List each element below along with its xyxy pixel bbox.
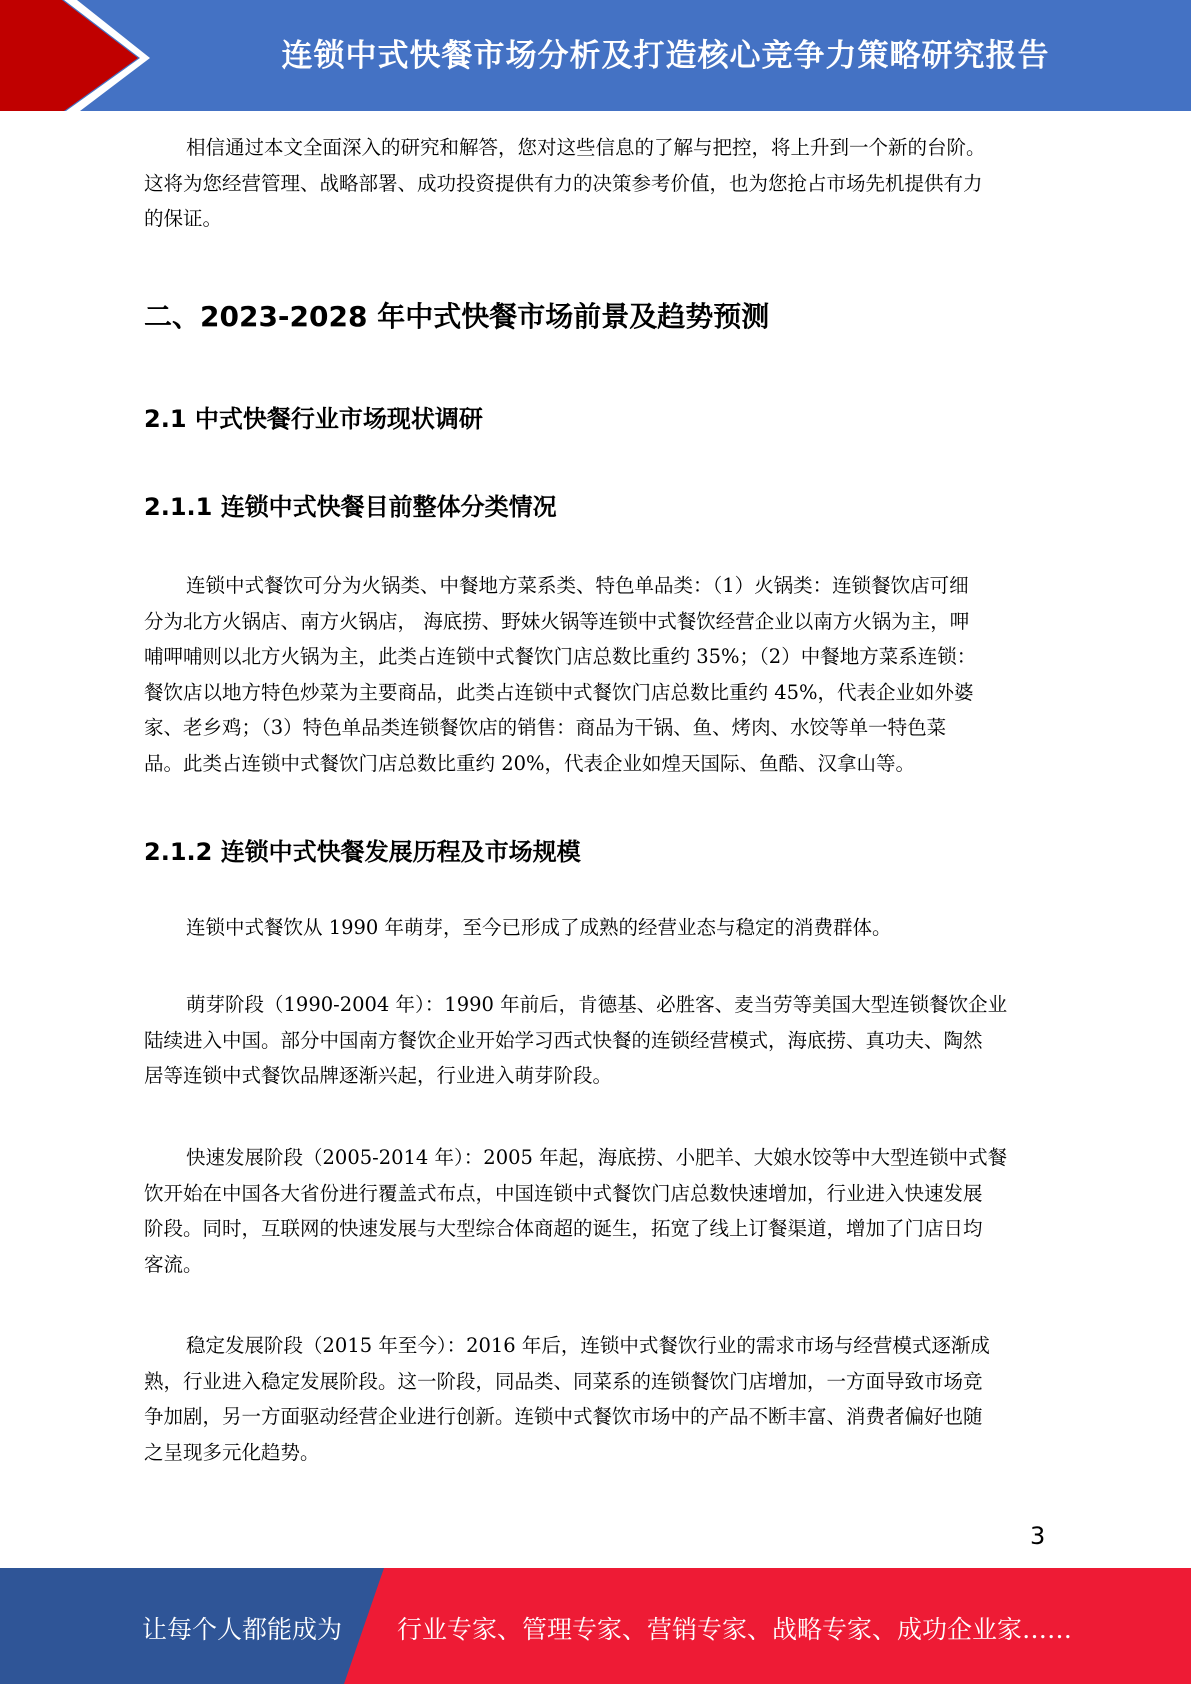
chevron-decoration-icon <box>0 0 160 111</box>
text-line: 这将为您经营管理、战略部署、成功投资提供有力的决策参考价值，也为您抢占市场先机提供有力 <box>144 171 983 195</box>
footer-slogan-right: 行业专家、管理专家、营销专家、战略专家、成功企业家…… <box>397 1615 1073 1644</box>
subsubsection-heading: 2.1.2 连锁中式快餐发展历程及市场规模 <box>144 838 581 866</box>
text-line: 熟，行业进入稳定发展阶段。这一阶段，同品类、同菜系的连锁餐饮门店增加，一方面导致市场竞 <box>144 1369 983 1393</box>
stable-stage-paragraph <box>144 1328 1049 1470</box>
text-line: 哺呷哺则以北方火锅为主，此类占连锁中式餐饮门店总数比重约 35%；（2）中餐地方菜系连锁： <box>144 645 977 668</box>
sprout-stage-paragraph <box>144 987 1049 1094</box>
section-heading: 二、2023-2028 年中式快餐市场前景及趋势预测 <box>144 300 770 333</box>
text-line: 争加剧，另一方面驱动经营企业进行创新。连锁中式餐饮市场中的产品不断丰富、消费者偏好也随 <box>144 1405 983 1428</box>
footer-slogan-left: 让每个人都能成为 <box>142 1615 343 1644</box>
text-line: 客流。 <box>144 1252 203 1276</box>
text-line: 萌芽阶段（1990-2004 年）：1990 年前后，肯德基、必胜客、麦当劳等美国大型连锁餐饮企业 <box>186 993 1008 1016</box>
history-intro-paragraph <box>144 910 1049 946</box>
page-footer <box>0 1568 1191 1684</box>
rapid-growth-paragraph <box>144 1140 1049 1282</box>
subsection-heading: 2.1 中式快餐行业市场现状调研 <box>144 405 483 433</box>
text-line: 陆续进入中国。部分中国南方餐饮企业开始学习西式快餐的连锁经营模式，海底捞、真功夫、陶然 <box>144 1028 983 1052</box>
text-line: 阶段。同时，互联网的快速发展与大型综合体商超的诞生，拓宽了线上订餐渠道，增加了门店日均 <box>144 1217 983 1240</box>
text-line: 的保证。 <box>144 207 223 230</box>
text-line: 分为北方火锅店、南方火锅店， 海底捞、野妹火锅等连锁中式餐饮经营企业以南方火锅为主，呷 <box>144 609 970 633</box>
subsubsection-heading: 2.1.1 连锁中式快餐目前整体分类情况 <box>144 493 557 521</box>
text-line: 餐饮店以地方特色炒菜为主要商品，此类占连锁中式餐饮门店总数比重约 45%，代表企业如外婆 <box>144 680 974 704</box>
text-line: 相信通过本文全面深入的研究和解答，您对这些信息的了解与把控，将上升到一个新的台阶。 <box>186 136 986 159</box>
text-line: 家、老乡鸡；（3）特色单品类连锁餐饮店的销售：商品为干锅、鱼、烤肉、水饺等单一特色菜 <box>144 716 947 739</box>
text-line: 饮开始在中国各大省份进行覆盖式布点，中国连锁中式餐饮门店总数快速增加，行业进入快速发展 <box>144 1181 983 1205</box>
text-line: 品。此类占连锁中式餐饮门店总数比重约 20%，代表企业如煌天国际、鱼酷、汉拿山等。 <box>144 751 916 775</box>
text-line: 快速发展阶段（2005-2014 年）：2005 年起，海底捞、小肥羊、大娘水饺等中大型连锁中式餐 <box>186 1146 1008 1169</box>
text-line: 连锁中式餐饮从 1990 年萌芽，至今已形成了成熟的经营业态与稳定的消费群体。 <box>186 916 892 939</box>
text-line: 居等连锁中式餐饮品牌逐渐兴起，行业进入萌芽阶段。 <box>144 1064 613 1087</box>
report-title: 连锁中式快餐市场分析及打造核心竞争力策略研究报告 <box>281 38 1050 74</box>
text-line: 稳定发展阶段（2015 年至今）：2016 年后，连锁中式餐饮行业的需求市场与经营模式逐渐成 <box>186 1334 990 1357</box>
page-header <box>0 0 1191 111</box>
intro-paragraph <box>144 130 1049 237</box>
text-line: 之呈现多元化趋势。 <box>144 1440 320 1464</box>
page-number: 3 <box>1030 1522 1046 1550</box>
classification-paragraph <box>144 568 1049 781</box>
text-line: 连锁中式餐饮可分为火锅类、中餐地方菜系类、特色单品类：（1）火锅类：连锁餐饮店可细 <box>186 574 969 597</box>
